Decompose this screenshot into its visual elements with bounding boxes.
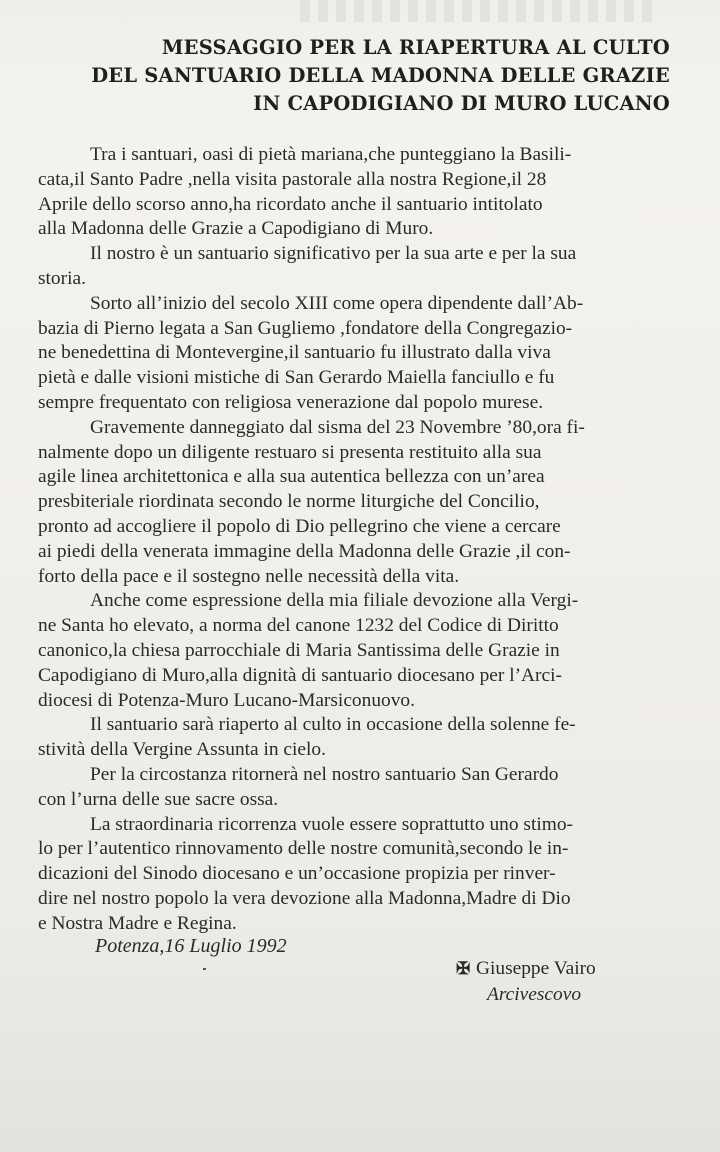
paragraph-5: [38, 589, 678, 713]
paragraph-4: [38, 416, 678, 590]
text-line: Gravemente danneggiato dal sisma del 23 Novembre ’80,ora fi-: [90, 416, 585, 438]
cross-icon: ✠: [456, 959, 471, 978]
text-line: con l’urna delle sue sacre ossa.: [38, 788, 279, 810]
text-line: Per la circostanza ritornerà nel nostro santuario San Gerardo: [90, 763, 559, 785]
text-line: e Nostra Madre e Regina.: [38, 912, 237, 934]
title-line: MESSAGGIO PER LA RIAPERTURA AL CULTO: [161, 36, 670, 59]
text-line: Sorto all’inizio del secolo XIII come opera dipendente dall’Ab-: [90, 292, 584, 314]
document-title: [40, 34, 670, 118]
place-date: Potenza,16 Luglio 1992: [95, 935, 287, 957]
text-line: cata,il Santo Padre ,nella visita pastorale alla nostra Regione,il 28: [38, 168, 547, 190]
text-line: ne benedettina di Montevergine,il santuario fu illustrato dalla viva: [38, 342, 551, 364]
text-line: Aprile dello scorso anno,ha ricordato anche il santuario intitolato: [38, 193, 543, 215]
paragraph-3: [38, 292, 678, 416]
title-line: DEL SANTUARIO DELLA MADONNA DELLE GRAZIE: [91, 64, 670, 87]
title-line: IN CAPODIGIANO DI MURO LUCANO: [253, 92, 670, 115]
text-line: stività della Vergine Assunta in cielo.: [38, 739, 326, 761]
text-line: Il nostro è un santuario significativo per la sua arte e per la sua: [90, 243, 577, 265]
paragraph-6: [38, 713, 678, 763]
text-line: Capodigiano di Muro,alla dignità di santuario diocesano per l’Arci-: [38, 664, 562, 686]
text-line: Anche come espressione della mia filiale devozione alla Vergi-: [90, 590, 579, 612]
signature-name: Giuseppe Vairo: [476, 958, 596, 979]
paragraph-1: [38, 143, 678, 242]
text-line: agile linea architettonica e alla sua autentica bellezza con un’area: [38, 466, 545, 488]
text-line: canonico,la chiesa parrocchiale di Maria Santissima delle Grazie in: [38, 639, 560, 661]
text-line: bazia di Pierno legata a San Gugliemo ,fondatore della Congregazio-: [38, 317, 573, 339]
text-line: dire nel nostro popolo la vera devozione alla Madonna,Madre di Dio: [38, 887, 571, 909]
text-line: alla Madonna delle Grazie a Capodigiano di Muro.: [38, 218, 434, 240]
signature: [456, 958, 596, 980]
text-line: ai piedi della venerata immagine della Madonna delle Grazie ,il con-: [38, 540, 571, 562]
text-line: Tra i santuari, oasi di pietà mariana,che punteggiano la Basili-: [90, 144, 572, 165]
text-line: La straordinaria ricorrenza vuole essere soprattutto uno stimo-: [90, 813, 573, 835]
text-line: nalmente dopo un diligente restuaro si presenta restituito alla sua: [38, 441, 542, 463]
print-speck: [203, 968, 206, 970]
text-line: forto della pace e il sostegno nelle necessità della vita.: [38, 565, 460, 587]
text-line: lo per l’autentico rinnovamento delle nostre comunità,secondo le in-: [38, 838, 569, 860]
show-through-text: [300, 0, 660, 22]
signature-role: Arcivescovo: [487, 984, 582, 1005]
paragraph-2: [38, 242, 678, 292]
text-line: ne Santa ho elevato, a norma del canone 1232 del Codice di Diritto: [38, 615, 559, 637]
text-line: sempre frequentato con religiosa venerazione dal popolo murese.: [38, 391, 544, 413]
paragraph-8: [38, 813, 678, 937]
text-line: pronto ad accogliere il popolo di Dio pellegrino che viene a cercare: [38, 515, 561, 537]
text-line: Il santuario sarà riaperto al culto in occasione della solenne fe-: [90, 714, 576, 736]
text-line: pietà e dalle visioni mistiche di San Gerardo Maiella fanciullo e fu: [38, 367, 555, 389]
paragraph-7: [38, 763, 678, 813]
text-line: dicazioni del Sinodo diocesano e un’occasione propizia per rinver-: [38, 863, 556, 885]
text-line: diocesi di Potenza-Muro Lucano-Marsiconuovo.: [38, 689, 415, 711]
text-line: presbiteriale riordinata secondo le norme liturgiche del Concilio,: [38, 491, 540, 513]
text-line: storia.: [38, 267, 86, 289]
message-body: [38, 143, 678, 937]
